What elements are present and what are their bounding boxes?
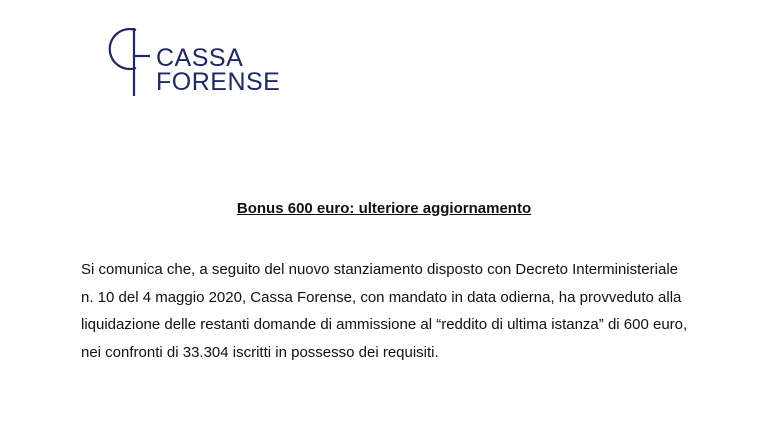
cf-monogram-icon [106, 22, 154, 102]
paragraph-line: Si comunica che, a seguito del nuovo stanziamento disposto con Decreto Interministeriale [81, 261, 678, 278]
paragraph-line: liquidazione delle restanti domande di ammissione al “reddito di ultima istanza” di 600 euro, [81, 316, 688, 334]
document-title: Bonus 600 euro: ulteriore aggiornamento [236, 200, 532, 217]
logo-wordmark [156, 46, 280, 94]
paragraph-line: nei confronti di 33.304 iscritti in possesso dei requisiti. [81, 344, 439, 362]
logo-line-1: CASSA [156, 44, 244, 72]
logo-line-2: FORENSE [156, 68, 281, 96]
document-paragraph [81, 256, 741, 367]
cassa-forense-logo [106, 22, 286, 102]
paragraph-line: n. 10 del 4 maggio 2020, Cassa Forense, con mandato in data odierna, ha provveduto alla [81, 288, 682, 306]
